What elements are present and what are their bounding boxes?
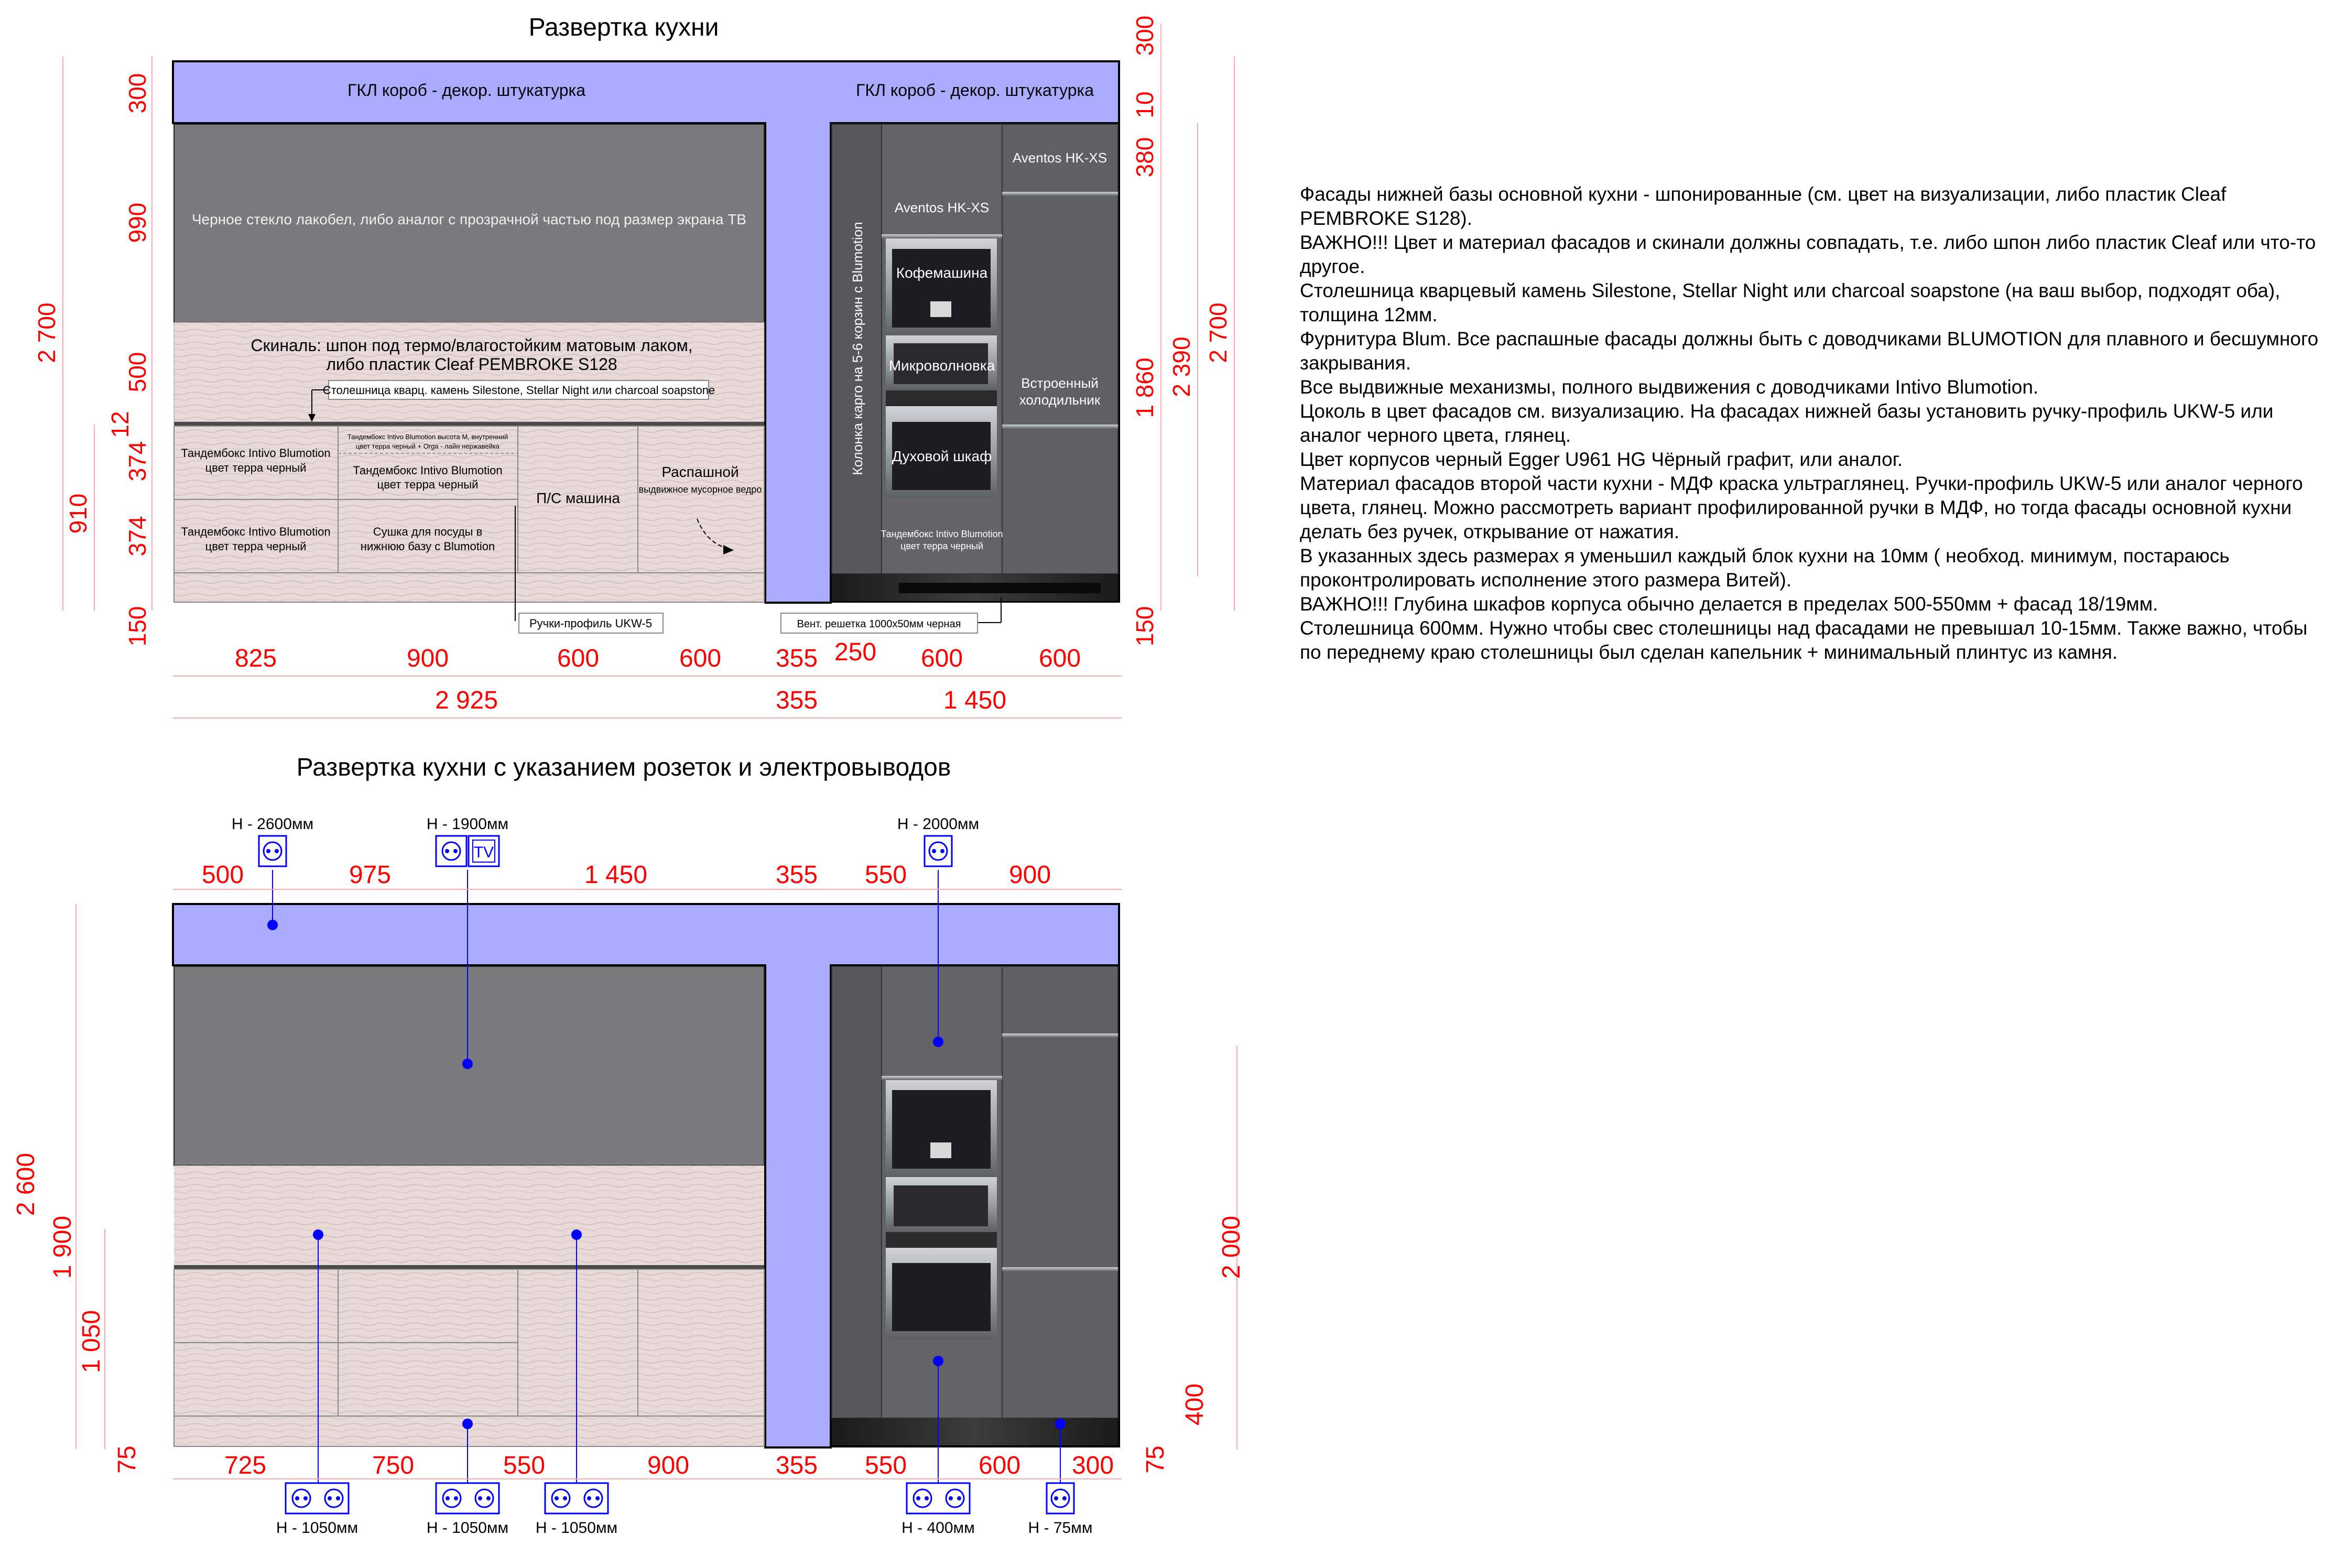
glk-right-label: ГКЛ короб - декор. штукатурка [855,81,1094,100]
socket-h1050-b [436,1483,499,1513]
top-elevation [33,14,1234,718]
tall-bottom-line1: Тандембокс Intivo Blumotion [881,529,1003,539]
col1-bottom-line1: Тандембокс Intivo Blumotion [181,525,331,538]
dim-b1-600c: 600 [920,645,963,672]
dim-t-1450: 1 450 [584,861,648,889]
dim-bb-300: 300 [1071,1452,1114,1479]
socket-h2000 [925,836,952,866]
glass-panel-label: Черное стекло лакобел, либо аналог с прозрачной частью под размер экрана ТВ [191,211,747,227]
dim-right-10: 10 [1131,91,1158,118]
col2-small-line2: цвет терра черный + Orga - лайн нержавейка [355,442,500,450]
col2-bottom-line1: Сушка для посуды в [373,525,483,538]
note-5: Все выдвижные механизмы, полного выдвижения с доводчиками Intivo Blumotion. [1300,376,2039,398]
top-title: Развертка кухни [528,14,719,41]
note-3: Столешница кварцевый камень Silestone, Stellar Night или charcoal soapstone (на ваш выбор, подходят оба), толщина 12мм. [1300,280,2280,325]
h-label-2600: Н - 2600мм [231,815,314,833]
note-10: ВАЖНО!!! Глубина шкафов корпуса обычно делается в пределах 500-550мм + фасад 18/19мм. [1300,593,2158,615]
dim-br-75: 75 [1142,1445,1169,1474]
oven-label: Духовой шкаф [892,448,992,464]
dim-b1-600b: 600 [679,645,722,672]
h-label-1050-c: Н - 1050мм [535,1519,618,1537]
glk-left-label: ГКЛ короб - декор. штукатурка [347,81,586,100]
dim-b1-600d: 600 [1038,645,1081,672]
countertop-note: Столешница кварц. камень Silestone, Stellar Night или charcoal soapstone [322,384,715,397]
dim-bl-1900: 1 900 [49,1215,77,1279]
dim-b1-825: 825 [234,645,277,672]
swing-line2: выдвижное мусорное ведро [638,484,762,495]
dim-left-2700: 2 700 [33,302,60,363]
note-9: В указанных здесь размерах я уменьшил каждый блок кухни на 10мм ( необход. минимум, постараюсь проконтролировать исполнение этого размера Витей). [1300,545,2230,591]
dim-left-910: 910 [64,493,92,534]
fridge-line1: Встроенный [1021,375,1099,391]
bottom-elevation [12,754,1245,1537]
dim-br-2000: 2 000 [1218,1215,1245,1279]
dim-t-975: 975 [349,861,392,889]
vent-grille [899,583,1101,593]
dim-right-300: 300 [1131,15,1158,56]
dim-bb-355: 355 [775,1452,818,1479]
dim-right-380: 380 [1131,137,1158,178]
dim-left-990: 990 [124,202,151,243]
socket-h1050-a [286,1483,349,1513]
dim-bl-75: 75 [113,1445,141,1474]
note-7: Цвет корпусов черный Egger U961 HG Чёрный графит, или аналог. [1300,449,1903,470]
col1-bottom-line2: цвет терра черный [205,540,307,553]
spec-notes [1300,182,2327,665]
col1-top-line2: цвет терра черный [205,461,307,474]
countertop [174,422,764,426]
dim-right-2390: 2 390 [1168,336,1195,397]
note-8: Материал фасадов второй части кухни - МДФ краска ультраглянец. Ручки-профиль UKW-5 или аналог черного цвета, глянец. Можно рассмотреть вариант профилированной ручки в МДФ, но тогда фасады основной кухни делать без ручек, открывание от нажатия. [1300,473,2303,542]
appliance-stack-bottom [886,1080,997,1340]
dim-left-150: 150 [124,606,151,647]
socket-h75 [1047,1483,1074,1513]
handle-note: Ручки-профиль UKW-5 [529,617,653,630]
dim-right-2700: 2 700 [1204,302,1232,363]
tall-bottom-line2: цвет терра черный [900,541,983,551]
dim-bb-750: 750 [372,1452,415,1479]
dim-t-500: 500 [201,861,244,889]
aventos-left: Aventos HK-XS [894,200,990,215]
socket-h1900 [436,836,499,866]
h-label-75: Н - 75мм [1028,1519,1093,1537]
aventos-right: Aventos HK-XS [1012,150,1107,166]
dim-right-150: 150 [1131,606,1158,647]
dim-right-1860: 1 860 [1131,357,1158,418]
dim-bb-725: 725 [224,1452,267,1479]
col2-small-line1: Тандембокс Intivo Blumotion высота M, внутренний [347,433,508,441]
bottom-title: Развертка кухни с указанием розеток и электровыводов [296,754,951,781]
dim-left-374b: 374 [124,516,151,557]
col2-top-line1: Тандембокс Intivo Blumotion [353,464,503,477]
dim-left-12: 12 [106,411,134,438]
dim-b1-250: 250 [834,638,877,666]
coffee-label: Кофемашина [896,265,988,281]
vent-note: Вент. решетка 1000x50мм черная [797,618,961,630]
dim-b2-2925: 2 925 [435,687,498,714]
dim-b2-355: 355 [775,687,818,714]
note-2: ВАЖНО!!! Цвет и материал фасадов и скинали должны совпадать, т.е. либо шпон либо пластик Cleaf или что-то другое. [1300,232,2316,277]
dim-left-300: 300 [124,73,151,114]
dim-bl-2600: 2 600 [12,1152,40,1216]
fridge-line2: холодильник [1019,392,1101,408]
socket-h400 [907,1483,970,1513]
dim-b1-900: 900 [406,645,449,672]
dim-left-500: 500 [124,352,151,393]
dim-bl-1050: 1 050 [78,1310,105,1374]
note-11: Столешница 600мм. Нужно чтобы свес столешницы над фасадами не превышал 10-15мм. Также важно, чтобы по переднему краю столешницы был сделан капельник + минимальный плинтус из камня. [1300,617,2308,663]
dim-left-374a: 374 [124,441,151,482]
h-label-400: Н - 400мм [902,1519,975,1537]
backsplash-line2: либо пластик Cleaf PEMBROKE S128 [326,355,617,374]
col2-bottom-line2: нижнюю базу с Blumotion [360,540,495,553]
h-label-1050-a: Н - 1050мм [276,1519,359,1537]
microwave-label: Микроволновка [888,357,995,374]
dim-b1-355: 355 [775,645,818,672]
swing-line1: Распашной [661,464,739,480]
plinth-left [174,573,764,602]
dim-bb-550: 550 [503,1452,546,1479]
column-label: Колонка карго на 5-6 корзин с Blumotion [850,222,865,475]
dim-b2-1450: 1 450 [943,687,1007,714]
backsplash-line1: Скиналь: шпон под термо/влагостойким матовым лаком, [251,336,693,355]
backsplash-bottom [174,1166,764,1265]
h-label-2000: Н - 2000мм [897,815,980,833]
dishwasher-label: П/С машина [536,490,620,506]
dim-t-550: 550 [864,861,907,889]
h-label-1900: Н - 1900мм [426,815,509,833]
dim-br-400: 400 [1181,1383,1209,1426]
col2-top-line2: цвет терра черный [377,478,479,491]
dim-bb-600: 600 [978,1452,1021,1479]
note-6: Цоколь в цвет фасадов см. визуализацию. На фасадах нижней базы установить ручку-профиль UKW-5 или аналог черного цвета, глянец. [1300,400,2274,446]
h-label-1050-b: Н - 1050мм [426,1519,509,1537]
socket-h1050-c [545,1483,608,1513]
dim-t-355: 355 [775,861,818,889]
note-4: Фурнитура Blum. Все распашные фасады должны быть с доводчиками BLUMOTION для плавного и бесшумного закрывания. [1300,328,2319,374]
dim-bb-900: 900 [647,1452,690,1479]
dim-t-900: 900 [1008,861,1051,889]
dim-b1-600a: 600 [557,645,600,672]
tv-outlet-label: TV [473,844,494,861]
col1-top-line1: Тандембокс Intivo Blumotion [181,447,331,460]
note-1: Фасады нижней базы основной кухни - шпонированные (см. цвет на визуализации, либо пластик Cleaf PEMBROKE S128). [1300,183,2227,229]
dim-bb-550b: 550 [864,1452,907,1479]
socket-h2600 [259,836,286,866]
